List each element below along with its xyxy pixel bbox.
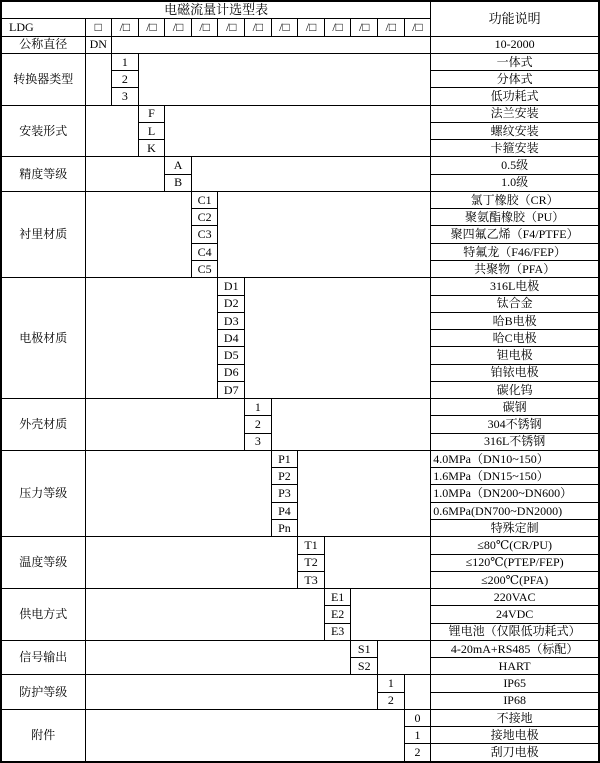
option-code: D1 — [218, 278, 245, 295]
model-slot: /□ — [112, 19, 139, 36]
option-desc: 刮刀电极 — [431, 744, 599, 762]
option-code: 3 — [245, 433, 272, 450]
spacer — [85, 399, 245, 451]
spacer — [351, 589, 431, 641]
option-code: S2 — [351, 658, 378, 675]
option-desc: ≤200℃(PFA) — [431, 571, 599, 588]
option-code: C5 — [191, 260, 218, 277]
model-slot: /□ — [271, 19, 298, 36]
model-prefix: LDG — [1, 19, 85, 36]
option-desc: 220VAC — [431, 589, 599, 606]
model-slot: /□ — [351, 19, 378, 36]
option-desc: 304不锈钢 — [431, 416, 599, 433]
option-code: P4 — [271, 502, 298, 519]
option-code: D6 — [218, 364, 245, 381]
option-code: C3 — [191, 226, 218, 243]
option-code: P2 — [271, 468, 298, 485]
section-label: 精度等级 — [1, 157, 85, 192]
table-row — [1, 450, 599, 467]
option-desc: 4.0MPa（DN10~150） — [431, 450, 599, 467]
spacer — [85, 157, 165, 192]
option-code: 2 — [378, 692, 405, 709]
option-code: D3 — [218, 312, 245, 329]
option-desc: 哈C电极 — [431, 330, 599, 347]
option-code: E2 — [324, 606, 351, 623]
spacer — [191, 157, 430, 192]
option-desc: 锂电池（仅限低功耗式） — [431, 623, 599, 640]
table-row — [1, 675, 599, 692]
option-desc: 分体式 — [431, 71, 599, 88]
section-label: 供电方式 — [1, 589, 85, 641]
spacer — [85, 589, 324, 641]
spacer — [138, 53, 431, 105]
model-slot: /□ — [245, 19, 272, 36]
spacer — [298, 450, 431, 536]
spacer — [85, 450, 271, 536]
option-desc: 共聚物（PFA） — [431, 260, 599, 277]
spacer — [271, 399, 431, 451]
model-slot: /□ — [404, 19, 431, 36]
desc-column-header: 功能说明 — [431, 1, 599, 36]
spacer — [85, 640, 351, 675]
option-desc: HART — [431, 658, 599, 675]
option-code: E3 — [324, 623, 351, 640]
spacer — [85, 278, 218, 399]
spacer — [165, 105, 431, 157]
option-desc: ≤80℃(CR/PU) — [431, 537, 599, 554]
table-row — [1, 278, 599, 295]
table-row — [1, 640, 599, 657]
spacer — [85, 675, 378, 710]
table-row — [1, 399, 599, 416]
model-slot: /□ — [298, 19, 325, 36]
option-code: K — [138, 140, 165, 157]
spacer — [85, 53, 112, 105]
table-row — [1, 537, 599, 554]
option-desc: 碳钢 — [431, 399, 599, 416]
option-code: A — [165, 157, 192, 174]
option-code: 1 — [245, 399, 272, 416]
option-code: D4 — [218, 330, 245, 347]
option-code: T3 — [298, 571, 325, 588]
model-slot: /□ — [324, 19, 351, 36]
table-row — [1, 191, 599, 208]
table-row — [1, 157, 599, 174]
option-code: 1 — [404, 727, 431, 744]
option-code: 0 — [404, 709, 431, 726]
table-row — [1, 589, 599, 606]
spacer — [245, 278, 431, 399]
option-desc: 法兰安装 — [431, 105, 599, 122]
model-slot: /□ — [191, 19, 218, 36]
option-code: 2 — [245, 416, 272, 433]
option-code: C1 — [191, 191, 218, 208]
option-desc: 1.0MPa（DN200~DN600） — [431, 485, 599, 502]
option-desc: 卡箍安装 — [431, 140, 599, 157]
model-slot: /□ — [165, 19, 192, 36]
option-code: 3 — [112, 88, 139, 105]
option-desc: ≤120℃(PTEP/FEP) — [431, 554, 599, 571]
option-desc: IP68 — [431, 692, 599, 709]
option-code: C2 — [191, 209, 218, 226]
option-desc: 低功耗式 — [431, 88, 599, 105]
spacer — [378, 640, 431, 675]
section-label: 公称直径 — [1, 36, 85, 53]
spacer — [85, 709, 404, 761]
section-label: 温度等级 — [1, 537, 85, 589]
option-desc: 铂铱电极 — [431, 364, 599, 381]
section-label: 压力等级 — [1, 450, 85, 536]
option-code: 1 — [378, 675, 405, 692]
model-box: □ — [85, 19, 112, 36]
option-code: Pn — [271, 519, 298, 536]
option-code: S1 — [351, 640, 378, 657]
model-slot: /□ — [138, 19, 165, 36]
option-code: D2 — [218, 295, 245, 312]
spacer — [112, 36, 431, 53]
option-desc: 0.6MPa(DN700~DN2000) — [431, 502, 599, 519]
option-desc: 不接地 — [431, 709, 599, 726]
option-code: C4 — [191, 243, 218, 260]
spacer — [404, 675, 431, 710]
option-code: 2 — [404, 744, 431, 762]
spacer — [324, 537, 430, 589]
spacer — [218, 191, 431, 277]
option-desc: 316L不锈钢 — [431, 433, 599, 450]
option-desc: 氯丁橡胶（CR） — [431, 191, 599, 208]
option-desc: 特氟龙（F46/FEP） — [431, 243, 599, 260]
option-code: L — [138, 122, 165, 139]
option-code: P3 — [271, 485, 298, 502]
option-desc: 一体式 — [431, 53, 599, 70]
option-desc: 0.5级 — [431, 157, 599, 174]
option-code: P1 — [271, 450, 298, 467]
option-desc: 24VDC — [431, 606, 599, 623]
table-title: 电磁流量计选型表 — [1, 1, 431, 19]
option-code: DN — [85, 36, 112, 53]
section-label: 电极材质 — [1, 278, 85, 399]
option-code: D7 — [218, 381, 245, 398]
option-code: T2 — [298, 554, 325, 571]
option-desc: IP65 — [431, 675, 599, 692]
option-code: B — [165, 174, 192, 191]
spacer — [85, 105, 138, 157]
option-desc: 碳化钨 — [431, 381, 599, 398]
option-desc: 聚四氟乙烯（F4/PTFE） — [431, 226, 599, 243]
section-label: 防护等级 — [1, 675, 85, 710]
section-label: 衬里材质 — [1, 191, 85, 277]
option-code: 1 — [112, 53, 139, 70]
section-label: 信号输出 — [1, 640, 85, 675]
option-desc: 4-20mA+RS485（标配） — [431, 640, 599, 657]
option-code: E1 — [324, 589, 351, 606]
model-slot: /□ — [218, 19, 245, 36]
option-code: 2 — [112, 71, 139, 88]
option-desc: 聚氨酯橡胶（PU） — [431, 209, 599, 226]
section-label: 附件 — [1, 709, 85, 761]
option-code: F — [138, 105, 165, 122]
option-desc: 特殊定制 — [431, 519, 599, 536]
option-desc: 1.6MPa（DN15~150） — [431, 468, 599, 485]
option-code: T1 — [298, 537, 325, 554]
option-desc: 钛合金 — [431, 295, 599, 312]
option-desc: 钽电极 — [431, 347, 599, 364]
option-desc: 接地电极 — [431, 727, 599, 744]
section-label: 转换器类型 — [1, 53, 85, 105]
model-slot: /□ — [378, 19, 405, 36]
option-desc: 螺纹安装 — [431, 122, 599, 139]
spacer — [85, 537, 298, 589]
section-label: 安装形式 — [1, 105, 85, 157]
option-desc: 316L电极 — [431, 278, 599, 295]
table-row — [1, 709, 599, 726]
option-code: D5 — [218, 347, 245, 364]
table-row — [1, 36, 599, 53]
table-row — [1, 105, 599, 122]
option-desc: 10-2000 — [431, 36, 599, 53]
option-desc: 1.0级 — [431, 174, 599, 191]
section-label: 外壳材质 — [1, 399, 85, 451]
spacer — [85, 191, 191, 277]
option-desc: 哈B电极 — [431, 312, 599, 329]
table-row — [1, 53, 599, 70]
